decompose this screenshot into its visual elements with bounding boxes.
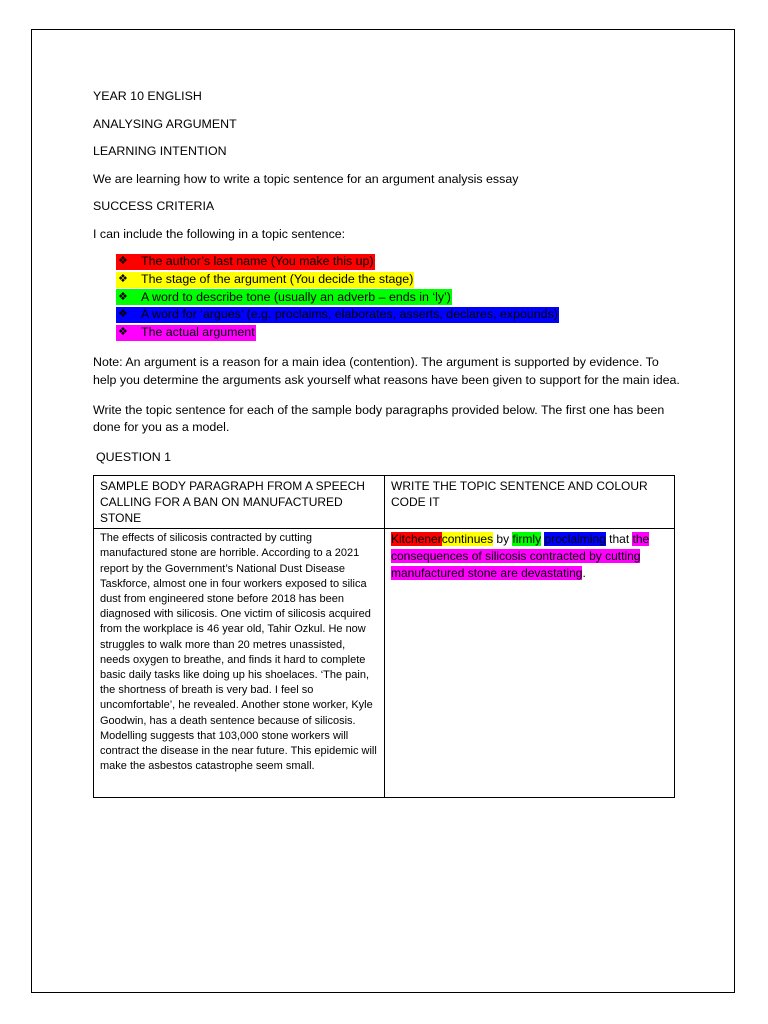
learning-intention-heading: LEARNING INTENTION (93, 144, 227, 158)
answer-cell[interactable] (385, 529, 675, 798)
table-header-cell (94, 476, 385, 529)
diamond-bullet-icon: ❖ (118, 290, 128, 303)
body-paragraph: The effects of silicosis contracted by cutting manufactured stone are horrible. According to a 2021 report by the Government’s National Dust Disease Taskforce, almost one in four workers exposed to silica dust from engineered stone before 2018 has been diagnosed with silicosis. One victim of silicosis acquired from the workplace is 46 year old, Tahir Ozkul. He now struggles to walk more than 20 metres unassisted, needs oxygen to breathe, and finds it hard to complete basic daily tasks like doing up his shoelaces. ‘The pain, the shortness of breath is very bad. I feel so uncomfortable’, he revealed. Another stone worker, Kyle Goodwin, has a death sentence because of silicosis. Modelling suggests that 103,000 stone workers will contract the disease in the near future. This epidemic will make the asbestos catastrophe seem small. (100, 532, 377, 773)
criteria-item (116, 253, 683, 271)
criteria-highlight (116, 307, 559, 323)
year-heading: YEAR 10 ENGLISH (93, 89, 202, 103)
topic-heading: ANALYSING ARGUMENT (93, 116, 237, 131)
criteria-item (116, 306, 683, 324)
tone-highlight: firmly (512, 532, 542, 547)
argues-highlight: proclaiming (544, 532, 606, 547)
criteria-text: The stage of the argument (You decide the stage) (141, 271, 414, 286)
diamond-bullet-icon: ❖ (118, 272, 128, 285)
answer-end-punctuation: . (582, 566, 586, 581)
answer-by-text: by (493, 532, 513, 547)
document-content (93, 88, 683, 798)
question-table (93, 475, 675, 798)
body-paragraph-cell (94, 529, 385, 798)
criteria-text: The actual argument (141, 325, 255, 340)
table-header-cell (385, 476, 675, 529)
criteria-text: A word to describe tone (usually an adverb – ends in ‘ly’) (141, 289, 451, 304)
criteria-intro: I can include the following in a topic sentence: (93, 226, 346, 241)
diamond-bullet-icon: ❖ (118, 308, 128, 321)
stage-highlight: continues (441, 532, 494, 547)
diamond-bullet-icon: ❖ (118, 255, 128, 267)
criteria-highlight (116, 289, 452, 305)
criteria-highlight (116, 254, 375, 270)
criteria-item (116, 324, 683, 342)
document-page (31, 29, 735, 993)
diamond-bullet-icon: ❖ (118, 326, 128, 339)
note-paragraph: Note: An argument is a reason for a main idea (contention). The argument is supported by evidence. To help you determine the arguments ask yourself what reasons have been given to support for the main idea. (93, 355, 680, 387)
argument-highlight: the consequences of silicosis contracted by cutting manufactured stone are devastating (391, 532, 650, 581)
criteria-text: A word for ‘argues’ (e.g. proclaims, elaborates, asserts, declares, expounds) (141, 307, 558, 322)
right-header: WRITE THE TOPIC SENTENCE AND COLOUR CODE IT (391, 479, 648, 510)
criteria-list (93, 253, 683, 342)
table-header-row (94, 476, 675, 529)
author-name-highlight: Kitchener (391, 532, 442, 547)
criteria-item (116, 289, 683, 307)
question-label: QUESTION 1 (96, 450, 172, 465)
learning-intention-text: We are learning how to write a topic sentence for an argument analysis essay (93, 171, 519, 186)
answer-that-text: that (605, 532, 633, 547)
left-header: SAMPLE BODY PARAGRAPH FROM A SPEECH CALLING FOR A BAN ON MANUFACTURED STONE (100, 479, 365, 526)
instruction-paragraph: Write the topic sentence for each of the sample body paragraphs provided below. The first one has been done for you as a model. (93, 402, 665, 435)
criteria-highlight (116, 272, 414, 288)
criteria-item (116, 271, 683, 289)
criteria-text: The author’s last name (You make this up) (141, 254, 374, 268)
table-row (94, 529, 675, 798)
success-criteria-heading: SUCCESS CRITERIA (93, 199, 215, 213)
topic-sentence-answer (391, 531, 668, 582)
criteria-highlight (116, 325, 256, 341)
